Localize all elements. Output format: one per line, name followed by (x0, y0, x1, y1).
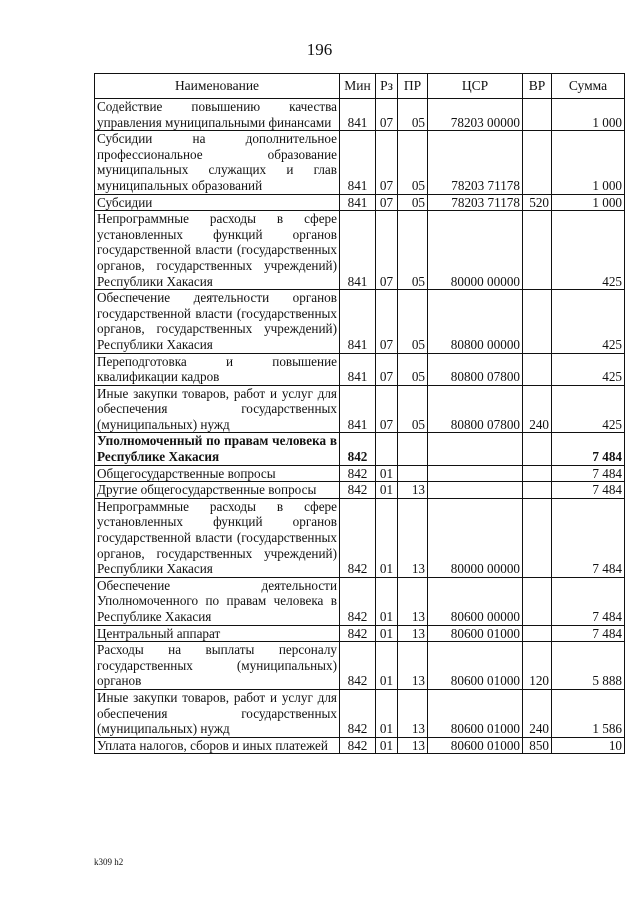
cell-csr: 80600 01000 (428, 689, 523, 737)
cell-rz: 01 (376, 577, 398, 625)
cell-min: 841 (340, 290, 376, 353)
cell-pr: 13 (398, 689, 428, 737)
cell-name: Непрограммные расходы в сфере установленных функций органов государственной власти (государственных органов, государственных учреждений) Республики Хакасия (95, 211, 340, 290)
cell-rz: 07 (376, 131, 398, 194)
cell-min: 841 (340, 131, 376, 194)
cell-pr (398, 433, 428, 465)
cell-min: 842 (340, 689, 376, 737)
cell-rz: 01 (376, 642, 398, 690)
table-row (95, 211, 625, 290)
cell-name: Обеспечение деятельности Уполномоченного по правам человека в Республике Хакасия (95, 577, 340, 625)
cell-pr: 05 (398, 353, 428, 385)
cell-sum: 425 (552, 385, 625, 433)
cell-sum: 1 000 (552, 194, 625, 211)
cell-name: Уплата налогов, сборов и иных платежей (95, 737, 340, 754)
cell-rz: 07 (376, 353, 398, 385)
budget-table (94, 73, 625, 754)
header-pr: ПР (398, 74, 428, 99)
cell-vr: 240 (523, 689, 552, 737)
cell-rz: 01 (376, 482, 398, 499)
header-min: Мин (340, 74, 376, 99)
cell-name: Содействие повышению качества управления муниципальными финансами (95, 99, 340, 131)
cell-min: 842 (340, 577, 376, 625)
cell-min: 841 (340, 385, 376, 433)
cell-name: Субсидии (95, 194, 340, 211)
cell-csr: 80000 00000 (428, 498, 523, 577)
cell-rz (376, 433, 398, 465)
cell-name: Расходы на выплаты персоналу государственных (муниципальных) органов (95, 642, 340, 690)
cell-min: 842 (340, 433, 376, 465)
cell-rz: 01 (376, 737, 398, 754)
cell-vr (523, 482, 552, 499)
cell-sum: 425 (552, 211, 625, 290)
cell-csr: 80600 01000 (428, 737, 523, 754)
cell-rz: 01 (376, 465, 398, 482)
table-row (95, 642, 625, 690)
cell-vr (523, 99, 552, 131)
cell-sum: 10 (552, 737, 625, 754)
cell-rz: 07 (376, 99, 398, 131)
cell-pr (398, 465, 428, 482)
header-name: Наименование (95, 74, 340, 99)
table-row (95, 625, 625, 642)
cell-csr: 80600 01000 (428, 625, 523, 642)
table-row (95, 131, 625, 194)
table-row (95, 290, 625, 353)
cell-csr: 80800 07800 (428, 385, 523, 433)
cell-vr (523, 577, 552, 625)
cell-sum: 7 484 (552, 433, 625, 465)
cell-sum: 1 586 (552, 689, 625, 737)
cell-sum: 7 484 (552, 498, 625, 577)
cell-csr (428, 482, 523, 499)
cell-pr: 05 (398, 131, 428, 194)
cell-vr: 240 (523, 385, 552, 433)
cell-vr (523, 465, 552, 482)
cell-vr (523, 211, 552, 290)
cell-min: 842 (340, 737, 376, 754)
cell-pr: 13 (398, 737, 428, 754)
table-row (95, 99, 625, 131)
cell-pr: 05 (398, 290, 428, 353)
cell-min: 842 (340, 642, 376, 690)
cell-csr: 80600 01000 (428, 642, 523, 690)
cell-sum: 7 484 (552, 625, 625, 642)
cell-vr (523, 353, 552, 385)
page-number: 196 (306, 40, 333, 59)
cell-name: Другие общегосударственные вопросы (95, 482, 340, 499)
cell-pr: 05 (398, 211, 428, 290)
header-csr: ЦСР (428, 74, 523, 99)
cell-vr (523, 433, 552, 465)
cell-csr: 78203 00000 (428, 99, 523, 131)
cell-rz: 07 (376, 385, 398, 433)
cell-csr: 78203 71178 (428, 131, 523, 194)
cell-csr: 80800 00000 (428, 290, 523, 353)
cell-pr: 05 (398, 99, 428, 131)
cell-csr (428, 465, 523, 482)
table-row (95, 353, 625, 385)
cell-pr: 05 (398, 194, 428, 211)
cell-pr: 13 (398, 625, 428, 642)
cell-csr (428, 433, 523, 465)
cell-pr: 13 (398, 642, 428, 690)
cell-rz: 07 (376, 290, 398, 353)
cell-name: Иные закупки товаров, работ и услуг для обеспечения государственных (муниципальных) нужд (95, 385, 340, 433)
table-row (95, 194, 625, 211)
table-row (95, 482, 625, 499)
cell-min: 841 (340, 211, 376, 290)
cell-name: Обеспечение деятельности органов государственной власти (государственных органов, государственных учреждений) Республики Хакасия (95, 290, 340, 353)
cell-vr (523, 625, 552, 642)
header-rz: Рз (376, 74, 398, 99)
table-row (95, 385, 625, 433)
cell-name: Общегосударственные вопросы (95, 465, 340, 482)
cell-pr: 05 (398, 385, 428, 433)
cell-min: 842 (340, 625, 376, 642)
cell-sum: 7 484 (552, 482, 625, 499)
cell-rz: 07 (376, 194, 398, 211)
cell-rz: 01 (376, 689, 398, 737)
header-sum: Сумма (552, 74, 625, 99)
table-row (95, 465, 625, 482)
cell-min: 841 (340, 99, 376, 131)
cell-pr: 13 (398, 498, 428, 577)
table-row (95, 737, 625, 754)
cell-sum: 425 (552, 290, 625, 353)
cell-rz: 07 (376, 211, 398, 290)
header-vr: ВР (523, 74, 552, 99)
cell-sum: 425 (552, 353, 625, 385)
cell-name: Субсидии на дополнительное профессиональное образование муниципальных служащих и глав муниципальных образований (95, 131, 340, 194)
cell-vr (523, 290, 552, 353)
cell-name: Иные закупки товаров, работ и услуг для обеспечения государственных (муниципальных) нужд (95, 689, 340, 737)
cell-min: 842 (340, 498, 376, 577)
cell-name: Непрограммные расходы в сфере установленных функций органов государственной власти (государственных органов, государственных учреждений) Республики Хакасия (95, 498, 340, 577)
cell-csr: 80000 00000 (428, 211, 523, 290)
cell-csr: 80600 00000 (428, 577, 523, 625)
cell-min: 841 (340, 194, 376, 211)
table-row (95, 498, 625, 577)
cell-vr: 120 (523, 642, 552, 690)
table-row (95, 433, 625, 465)
footer-code: k309 h2 (94, 857, 124, 867)
cell-sum: 1 000 (552, 99, 625, 131)
cell-min: 841 (340, 353, 376, 385)
cell-name: Уполномоченный по правам человека в Республике Хакасия (95, 433, 340, 465)
table-row (95, 577, 625, 625)
cell-vr (523, 498, 552, 577)
cell-vr (523, 131, 552, 194)
cell-rz: 01 (376, 625, 398, 642)
cell-name: Переподготовка и повышение квалификации кадров (95, 353, 340, 385)
cell-sum: 7 484 (552, 465, 625, 482)
cell-name: Центральный аппарат (95, 625, 340, 642)
table-body (95, 99, 625, 754)
table-row (95, 689, 625, 737)
cell-rz: 01 (376, 498, 398, 577)
cell-vr: 520 (523, 194, 552, 211)
cell-pr: 13 (398, 482, 428, 499)
cell-min: 842 (340, 465, 376, 482)
cell-vr: 850 (523, 737, 552, 754)
cell-sum: 5 888 (552, 642, 625, 690)
cell-pr: 13 (398, 577, 428, 625)
table-header-row (95, 74, 625, 99)
cell-csr: 80800 07800 (428, 353, 523, 385)
cell-sum: 1 000 (552, 131, 625, 194)
cell-min: 842 (340, 482, 376, 499)
cell-sum: 7 484 (552, 577, 625, 625)
cell-csr: 78203 71178 (428, 194, 523, 211)
